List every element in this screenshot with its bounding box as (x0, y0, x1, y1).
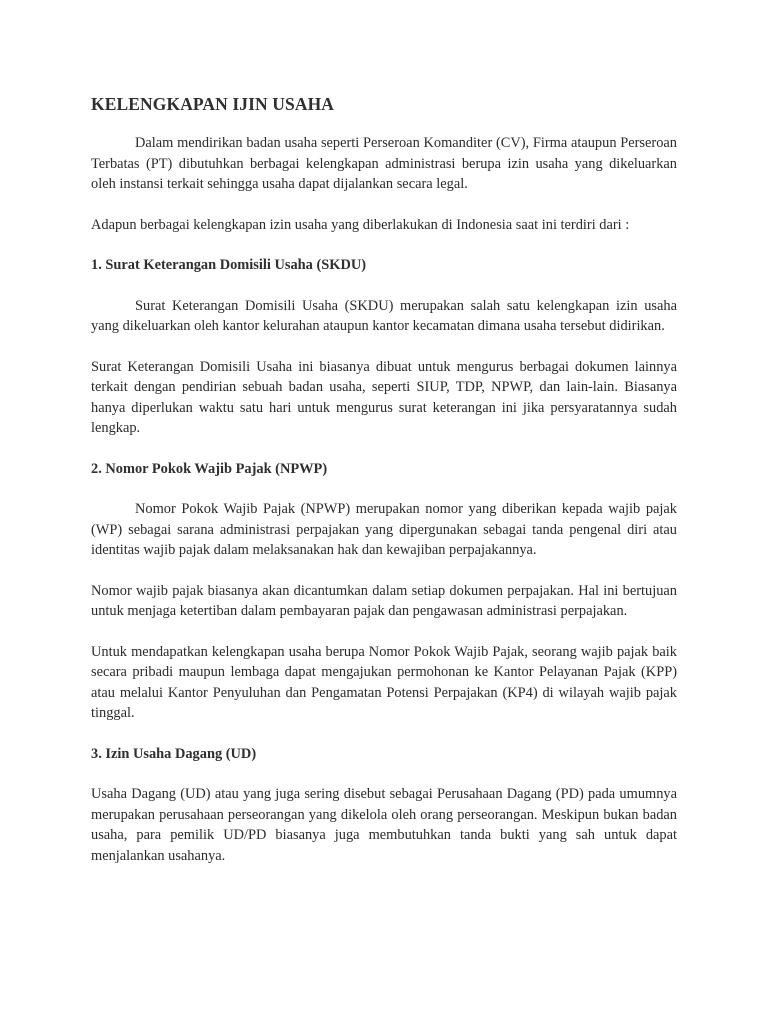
npwp-paragraph-1: Nomor Pokok Wajib Pajak (NPWP) merupakan nomor yang diberikan kepada wajib pajak (WP) sebagai sarana administrasi perpajakan yang dipergunakan sebagai tanda pengenal diri atau identitas wajib pajak dalam melaksanakan hak dan kewajiban perpajakannya. (91, 501, 677, 558)
npwp-paragraph-3: Untuk mendapatkan kelengkapan usaha berupa Nomor Pokok Wajib Pajak, seorang wajib pajak baik secara pribadi maupun lembaga dapat mengajukan permohonan ke Kantor Pelayanan Pajak (KPP) atau melalui Kantor Penyuluhan dan Pengamatan Potensi Perpajakan (KP4) di wilayah wajib pajak tinggal. (91, 643, 677, 721)
skdu-paragraph-2: Surat Keterangan Domisili Usaha ini biasanya dibuat untuk mengurus berbagai dokumen lainnya terkait dengan pendirian sebuah badan usaha, seperti SIUP, TDP, NPWP, dan lain-lain. Biasanya hanya diperlukan waktu satu hari untuk mengurus surat keterangan ini jika persyaratannya sudah lengkap. (91, 358, 677, 436)
document-title: KELENGKAPAN IJIN USAHA (91, 94, 335, 114)
document-page (91, 92, 677, 886)
ud-paragraph-1: Usaha Dagang (UD) atau yang juga sering disebut sebagai Perusahaan Dagang (PD) pada umumnya merupakan perusahaan perseorangan yang dikelola oleh orang perseorangan. Meskipun bukan badan usaha, para pemilik UD/PD biasanya juga membutuhkan tanda bukti yang sah untuk dapat menjalankan usahanya. (91, 786, 677, 864)
section-heading-npwp: 2. Nomor Pokok Wajib Pajak (NPWP) (91, 460, 328, 477)
npwp-paragraph-2: Nomor wajib pajak biasanya akan dicantumkan dalam setiap dokumen perpajakan. Hal ini bertujuan untuk menjaga ketertiban dalam pembayaran pajak dan pengawasan administrasi perpajakan. (91, 582, 677, 619)
section-heading-ud: 3. Izin Usaha Dagang (UD) (91, 745, 257, 762)
skdu-paragraph-1: Surat Keterangan Domisili Usaha (SKDU) merupakan salah satu kelengkapan izin usaha yang dikeluarkan oleh kantor kelurahan ataupun kantor kecamatan dimana usaha tersebut didirikan. (91, 297, 677, 334)
section-heading-skdu: 1. Surat Keterangan Domisili Usaha (SKDU) (91, 257, 367, 273)
intro-list-lead: Adapun berbagai kelengkapan izin usaha yang diberlakukan di Indonesia saat ini terdiri dari : (91, 216, 630, 233)
intro-paragraph: Dalam mendirikan badan usaha seperti Perseroan Komanditer (CV), Firma ataupun Perseroan Terbatas (PT) dibutuhkan berbagai kelengkapan administrasi berupa izin usaha yang dikeluarkan oleh instansi terkait sehingga usaha dapat dijalankan secara legal. (91, 135, 677, 192)
